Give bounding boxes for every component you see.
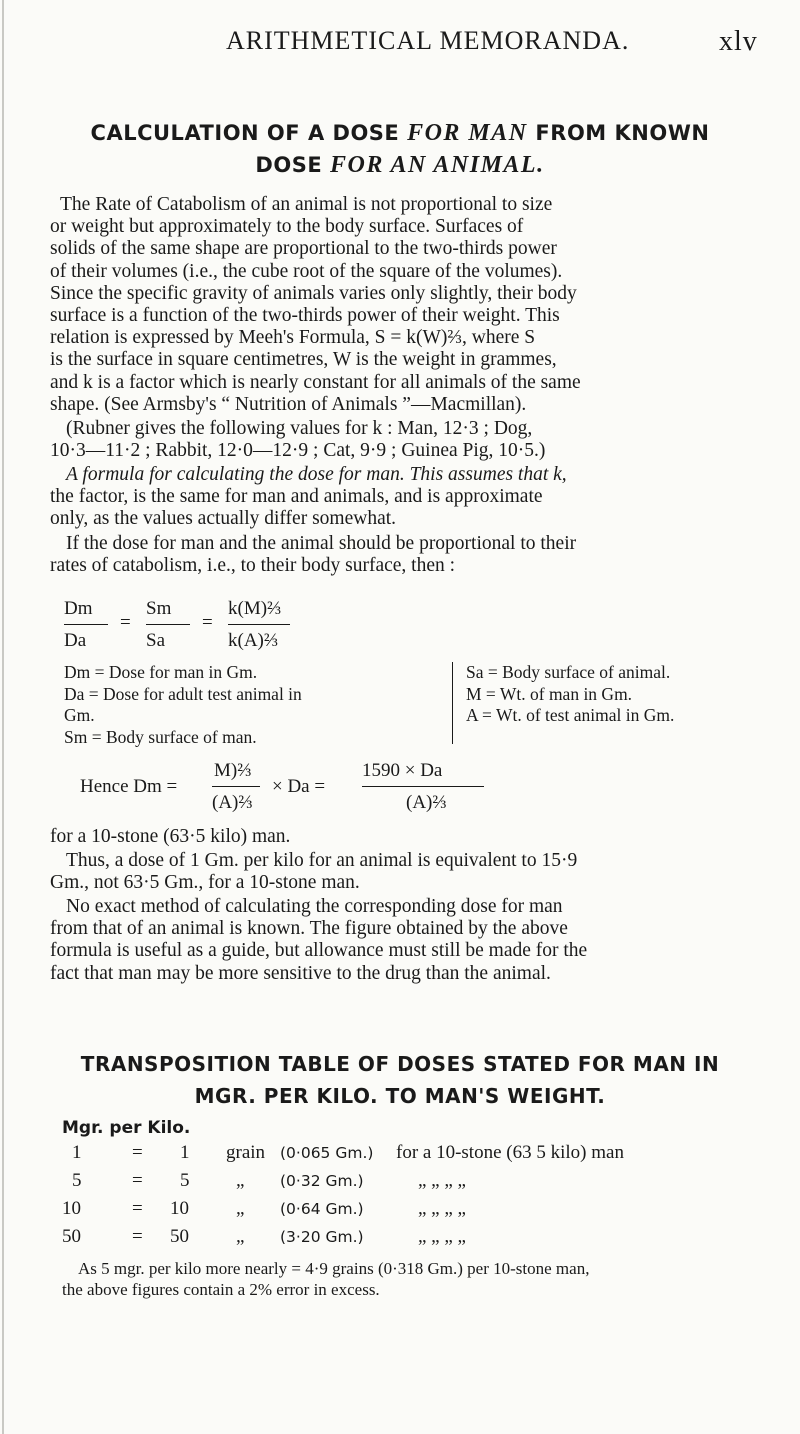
text-line: of their volumes (i.e., the cube root of the square of the volumes). [50,260,563,282]
definitions-divider [452,662,453,744]
fraction-bar [362,786,484,787]
formula-hence [80,760,640,816]
text-line: Since the specific gravity of animals varies only slightly, their body [50,282,577,304]
definitions-left [64,662,444,748]
paragraph-equivalent [50,850,762,894]
fraction-bar [212,786,260,787]
transposition-table: 1 = 1 grain (0·065 Gm.) for a 10-stone (63 5 kilo) man 5 = 5 „ (0·32 Gm.) „ „ „ „ 10 = 10 „ (0·64 Gm.) „ „ „ „ 50 = 50 „ (3·20 Gm.) „ „ „ „ [62,1142,624,1247]
paragraph-formula-intro [50,464,762,531]
text-line: formula is useful as a guide, but allowance must still be made for the [50,940,588,962]
formula-sa: Sa [146,630,165,651]
section2-heading-line1: TRANSPOSITION TABLE OF DOSES STATED FOR MAN IN [80,1052,720,1076]
page-edge-shadow [2,0,4,1434]
paragraph-no-exact-method [50,896,762,985]
text-line: No exact method of calculating the corresponding dose for man [66,896,563,917]
text-line: Thus, a dose of 1 Gm. per kilo for an animal is equivalent to 15·9 [66,850,578,871]
text-line: A formula for calculating the dose for man. This assumes that k, [66,464,567,485]
definition-line: Sm = Body surface of man. [64,726,257,747]
text-line: shape. (See Armsby's “ Nutrition of Animals ”—Macmillan). [50,393,527,415]
page-number: xlv [719,26,758,57]
table-footnote [62,1258,772,1300]
definition-line: Da = Dose for adult test animal in [64,683,302,704]
text-line: and k is a factor which is nearly constant for all animals of the same [50,371,581,393]
formula-constant: 1590 × Da [362,760,443,781]
text-line: The Rate of Catabolism of an animal is not proportional to size [60,194,553,215]
text-line: is the surface in square centimetres, W is the weight in grammes, [50,349,557,371]
text-line: the factor, is the same for man and animals, and is approximate [50,486,543,508]
fraction-bar [146,624,190,625]
text-line: If the dose for man and the animal should be proportional to their [66,533,577,554]
formula-a2: (A)⅔ [406,792,447,813]
paragraph-ten-stone [50,826,762,848]
formula-dose-ratio [64,596,324,652]
definition-line: Sa = Body surface of animal. [466,662,671,682]
formula-mid: × Da = [272,776,326,797]
definition-line: Dm = Dose for man in Gm. [64,662,258,682]
text-line: only, as the values actually differ somewhat. [50,508,397,530]
text-line: for a 10-stone (63·5 kilo) man. [50,826,291,847]
definitions-right [466,662,766,727]
footnote-line: the above figures contain a 2% error in excess. [62,1280,380,1299]
formula-km: k(M)⅔ [228,598,282,619]
equals-sign: = [202,612,213,633]
formula-hence-lead: Hence Dm = [80,776,178,797]
formula-a: (A)⅔ [212,792,253,813]
text-line: (Rubner gives the following values for k : Man, 12·3 ; Dog, [66,418,533,439]
running-head-title: ARITHMETICAL MEMORANDA. [226,26,630,55]
section1-heading-line2: DOSE FOR AN ANIMAL. [255,152,545,178]
formula-da: Da [64,630,87,651]
text-line: fact that man may be more sensitive to the drug than the animal. [50,962,551,984]
definition-line: A = Wt. of test animal in Gm. [466,705,675,725]
fraction-bar [64,624,108,625]
text-line: surface is a function of the two-thirds power of their weight. This [50,305,560,327]
text-line: or weight but approximately to the body surface. Surfaces of [50,216,524,238]
footnote-line: As 5 mgr. per kilo more nearly = 4·9 grains (0·318 Gm.) per 10-stone man, [78,1259,590,1278]
section1-heading-line1: CALCULATION OF A DOSE FOR MAN FROM KNOWN [90,120,710,146]
paragraph-catabolism [50,194,762,416]
paragraph-proportional [50,533,762,577]
definition-line: Gm. [64,705,95,725]
table-column-header: Mgr. per Kilo. [62,1118,191,1138]
text-line: relation is expressed by Meeh's Formula, S = k(W)⅔, where S [50,327,536,349]
formula-dm: Dm [64,598,93,619]
paragraph-rubner-values [50,418,762,462]
text-line: solids of the same shape are proportional to the two-thirds power [50,238,557,260]
fraction-bar [228,624,290,625]
definition-line: M = Wt. of man in Gm. [466,683,633,704]
text-line: from that of an animal is known. The figure obtained by the above [50,918,568,940]
text-line: 10·3—11·2 ; Rabbit, 12·0—12·9 ; Cat, 9·9 ; Guinea Pig, 10·5.) [50,440,546,462]
equals-sign: = [120,612,131,633]
formula-ka: k(A)⅔ [228,630,279,651]
text-line: rates of catabolism, i.e., to their body surface, then : [50,555,456,577]
text-line: Gm., not 63·5 Gm., for a 10-stone man. [50,872,360,894]
formula-m: M)⅔ [214,760,252,781]
section2-heading-line2: MGR. PER KILO. TO MAN'S WEIGHT. [194,1084,606,1108]
formula-sm: Sm [146,598,172,619]
